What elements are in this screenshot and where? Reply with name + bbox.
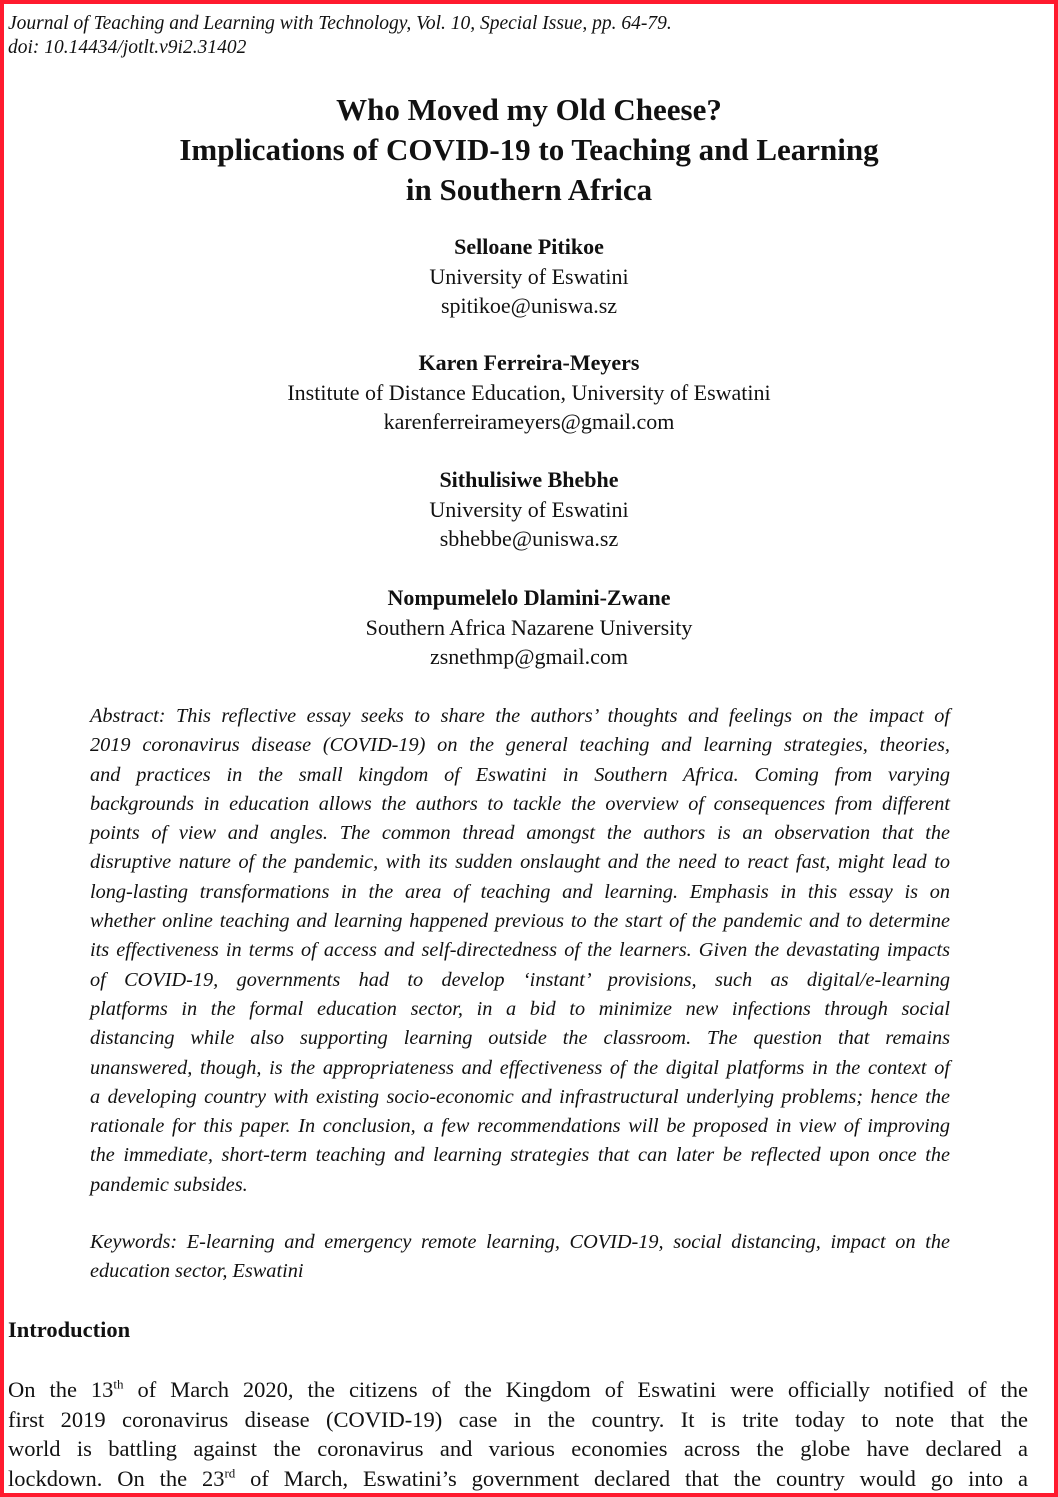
author-email: karenferreirameyers@gmail.com <box>383 409 675 434</box>
author-affiliation: University of Eswatini <box>429 496 629 522</box>
author-name: Nompumelelo Dlamini-Zwane <box>387 585 671 610</box>
author-name: Karen Ferreira-Meyers <box>418 350 640 375</box>
abstract-line: and practices in the small kingdom of Eswatini in Southern Africa. Coming from varying <box>90 763 950 786</box>
abstract <box>90 702 950 1200</box>
ordinal-suffix: th <box>113 1376 124 1392</box>
abstract-line: a developing country with existing socio-economic and infrastructural underlying problems; hence the <box>90 1085 950 1108</box>
author-email: zsnethmp@gmail.com <box>429 644 629 669</box>
title-line-2: Implications of COVID-19 to Teaching and Learning <box>179 132 879 167</box>
abstract-line: of COVID-19, governments had to develop ‘instant’ provisions, such as digital/e-learning <box>90 968 950 991</box>
body-text-span: On the 13 <box>8 1377 114 1402</box>
journal-doi: doi: 10.14434/jotlt.v9i2.31402 <box>8 37 247 58</box>
author-affiliation: Southern Africa Nazarene University <box>365 614 693 640</box>
author-block-4 <box>0 583 1058 672</box>
abstract-line: disruptive nature of the pandemic, with its sudden onslaught and the need to react fast, might lead to <box>90 851 950 874</box>
journal-header <box>8 12 672 60</box>
abstract-line: Abstract: This reflective essay seeks to share the authors’ thoughts and feelings on the impact of <box>90 705 950 727</box>
section-heading-introduction: Introduction <box>8 1317 131 1342</box>
author-block-3 <box>0 465 1058 554</box>
title-line-3: in Southern Africa <box>405 172 653 207</box>
abstract-line: its effectiveness in terms of access and self-directedness of the learners. Given the devastating impacts <box>90 939 950 962</box>
ordinal-suffix: rd <box>224 1465 236 1480</box>
abstract-line: distancing while also supporting learning outside the classroom. The question that remains <box>90 1027 950 1050</box>
introduction-body <box>8 1375 1028 1493</box>
author-affiliation: Institute of Distance Education, University of Eswatini <box>287 379 771 405</box>
abstract-line: backgrounds in education allows the authors to tackle the overview of consequences from different <box>90 792 950 815</box>
abstract-line: pandemic subsides. <box>90 1173 248 1196</box>
paper-title <box>0 90 1058 210</box>
journal-citation: Journal of Teaching and Learning with Technology, Vol. 10, Special Issue, pp. 64-79. <box>8 13 672 34</box>
body-line: world is battling against the coronavirus and various economies across the globe have declared a <box>8 1436 1028 1461</box>
author-block-1 <box>0 232 1058 321</box>
author-name: Sithulisiwe Bhebhe <box>439 467 619 492</box>
title-line-1: Who Moved my Old Cheese? <box>336 92 722 127</box>
keywords-line: education sector, Eswatini <box>90 1260 304 1283</box>
body-line: first 2019 coronavirus disease (COVID-19) case in the country. It is trite today to note that the <box>8 1406 1028 1432</box>
author-block-2 <box>0 348 1058 437</box>
keywords <box>90 1228 950 1287</box>
abstract-line: long-lasting transformations in the area of teaching and learning. Emphasis in this essay is on <box>90 880 950 903</box>
abstract-line: whether online teaching and learning happened previous to the start of the pandemic and to determine <box>90 910 950 933</box>
author-email: sbhebbe@uniswa.sz <box>439 526 619 551</box>
author-email: spitikoe@uniswa.sz <box>440 293 618 318</box>
author-affiliation: University of Eswatini <box>429 263 629 289</box>
abstract-line: platforms in the formal education sector, in a bid to minimize new infections through social <box>90 997 950 1020</box>
author-name: Selloane Pitikoe <box>454 234 604 259</box>
abstract-line: rationale for this paper. In conclusion, a few recommendations will be proposed in view of improving <box>90 1115 950 1138</box>
abstract-line: points of view and angles. The common thread amongst the authors is an observation that the <box>90 822 950 845</box>
body-text-span: lockdown. On the 23 <box>8 1465 225 1491</box>
body-text-span: of March 2020, the citizens of the Kingdom of Eswatini were officially notified of the <box>123 1377 1028 1402</box>
body-text-span: of March, Eswatini’s government declared that the country would go into a <box>235 1465 1028 1491</box>
body-line <box>8 1464 1028 1494</box>
body-line <box>8 1375 1028 1405</box>
abstract-line: the immediate, short-term teaching and learning strategies that can later be reflected upon once the <box>90 1144 950 1167</box>
keywords-line: Keywords: E-learning and emergency remote learning, COVID-19, social distancing, impact on the <box>90 1231 950 1253</box>
abstract-line: 2019 coronavirus disease (COVID-19) on the general teaching and learning strategies, theories, <box>90 734 950 757</box>
abstract-line: unanswered, though, is the appropriateness and effectiveness of the digital platforms in the context of <box>90 1056 950 1079</box>
